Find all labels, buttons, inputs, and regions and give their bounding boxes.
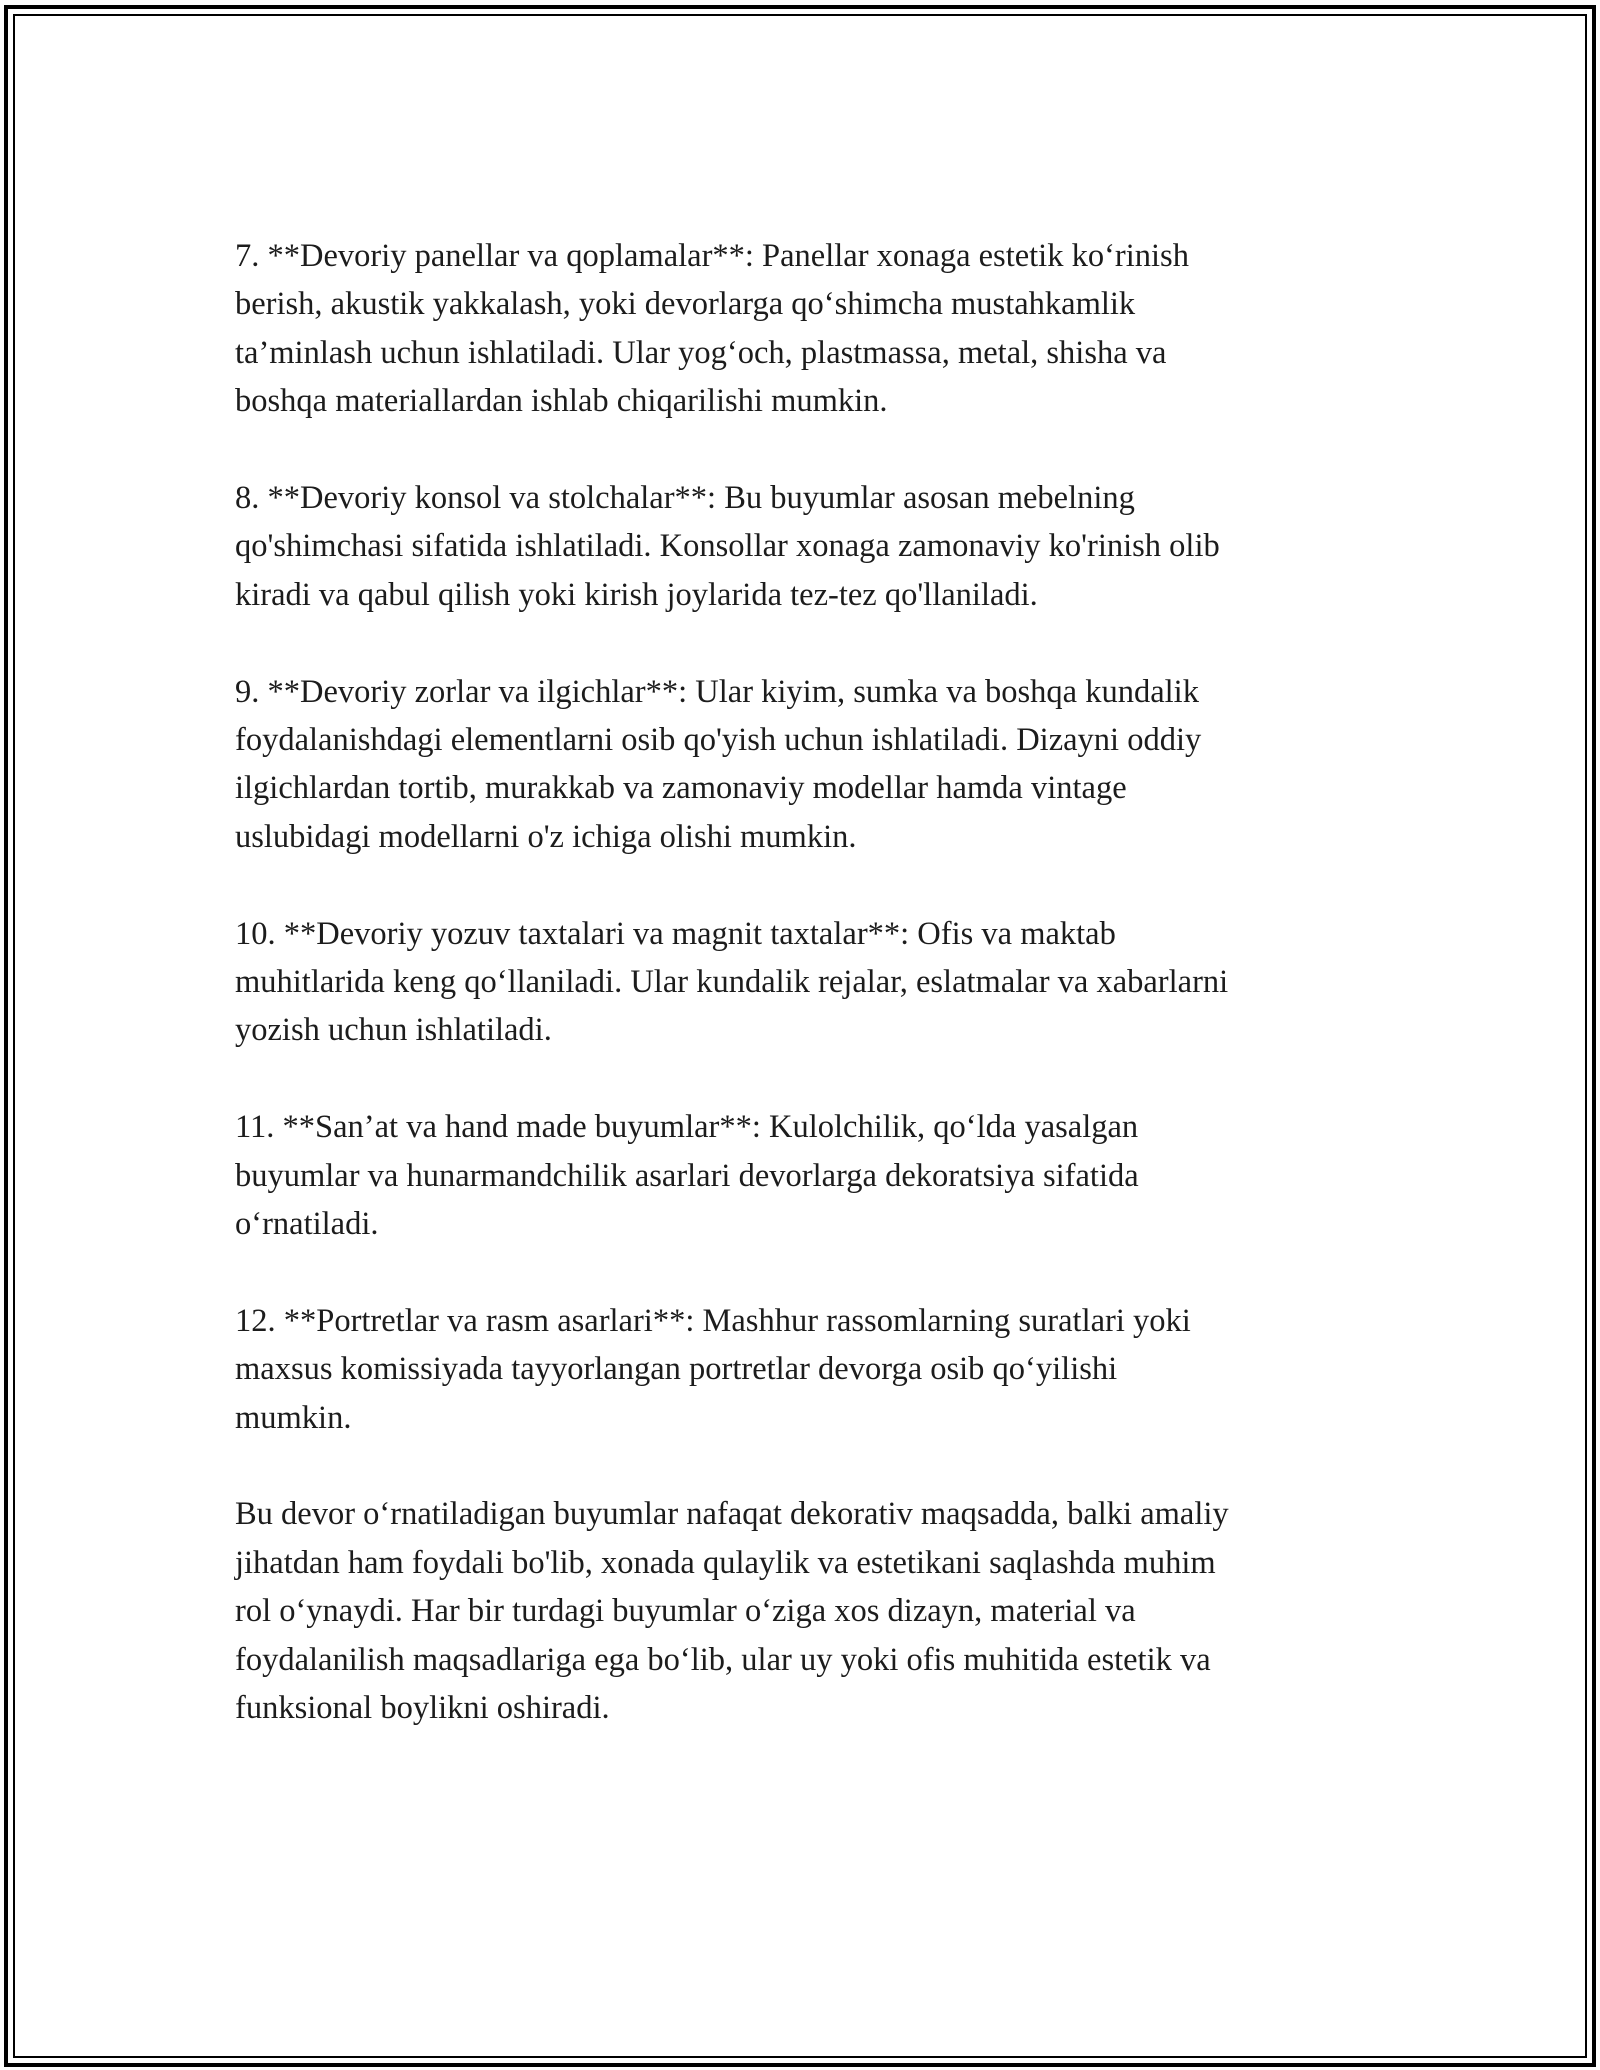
paragraph-item-11: 11. **San’at va hand made buyumlar**: Kulolchilik, qo‘lda yasalgan buyumlar va hunarmandchilik asarlari devorlarga dekoratsiya sifatida o‘rnatiladi.: [235, 1109, 1139, 1243]
paragraph-item-8: 8. **Devoriy konsol va stolchalar**: Bu buyumlar asosan mebelning qo'shimchasi sifatida ishlatiladi. Konsollar xonaga zamonaviy ko'rinish olib kiradi va qabul qilish yoki kirish joylarida tez-tez qo'llaniladi.: [235, 480, 1220, 613]
paragraph-item-7: 7. **Devoriy panellar va qoplamalar**: Panellar xonaga estetik ko‘rinish berish, akustik yakkalash, yoki devorlarga qo‘shimcha mustahkamlik ta’minlash uchun ishlatiladi. Ular yog‘och, plastmassa, metal, shisha va boshqa materiallardan ishlab chiqarilishi mumkin.: [235, 238, 1189, 420]
paragraph-item-9: 9. **Devoriy zorlar va ilgichlar**: Ular kiyim, sumka va boshqa kundalik foydalanishdagi elementlarni osib qo'yish uchun ishlatiladi. Dizayni oddiy ilgichlardan tortib, murakkab va zamonaviy modellar hamda vintage uslubidagi modellarni o'z ichiga olishi mumkin.: [235, 673, 1202, 855]
paragraph-item-10: 10. **Devoriy yozuv taxtalari va magnit taxtalar**: Ofis va maktab muhitlarida keng qo‘llaniladi. Ular kundalik rejalar, eslatmalar va xabarlarni yozish uchun ishlatiladi.: [235, 915, 1229, 1049]
document-body: [235, 232, 1395, 1733]
paragraph-conclusion: Bu devor o‘rnatiladigan buyumlar nafaqat dekorativ maqsadda, balki amaliy jihatdan ham foydali bo'lib, xonada qulaylik va estetikani saqlashda muhim rol o‘ynaydi. Har bir turdagi buyumlar o‘ziga xos dizayn, material va foydalanilish maqsadlariga ega bo‘lib, ular uy yoki ofis muhitida estetik va funksional boylikni oshiradi.: [235, 1496, 1229, 1727]
paragraph-item-12: 12. **Portretlar va rasm asarlari**: Mashhur rassomlarning suratlari yoki maxsus komissiyada tayyorlangan portretlar devorga osib qo‘yilishi mumkin.: [235, 1302, 1191, 1436]
